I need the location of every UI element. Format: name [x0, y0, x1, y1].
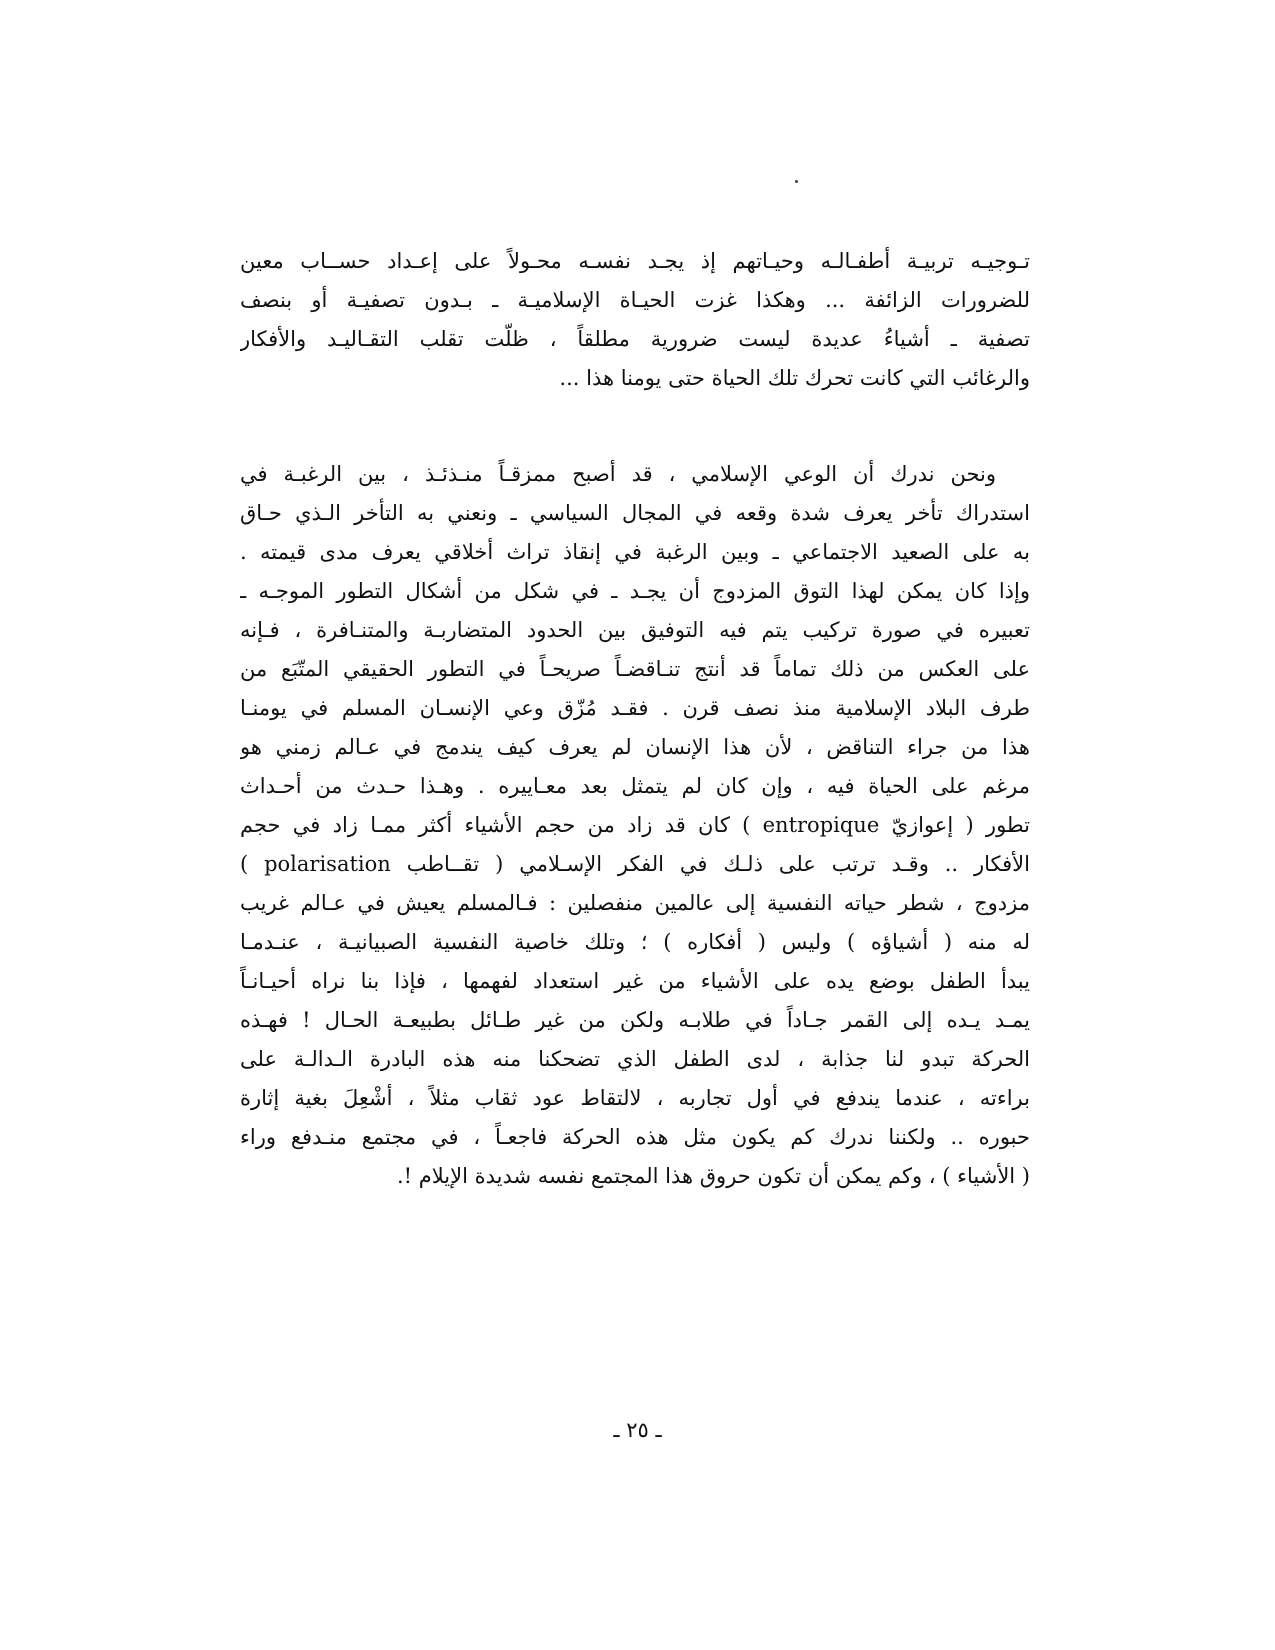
- text-line: به على الصعيد الاجتماعي ـ وبين الرغبة في إنقاذ تراث أخلاقي يعرف مدى قيمته .: [240, 540, 1030, 564]
- paragraph-2: [240, 455, 1030, 1196]
- paragraph-1: [240, 242, 1030, 398]
- text-line: ونحن ندرك أن الوعي الإسلامي ، قد أصبح ممزقـاً منـذئـذ ، بين الرغبـة في: [240, 462, 996, 486]
- text-line: تصفية ـ أشياءُ عديدة ليست ضرورية مطلقاً ، ظلّت تقلب التقـاليـد والأفكار: [240, 327, 1030, 351]
- text-line: تطور ( إعوازيّ entropique ) كان قد زاد من حجم الأشياء أكثر ممـا زاد في حجم: [240, 813, 1030, 837]
- text-line: والرغائب التي كانت تحرك تلك الحياة حتى يومنا هذا ...: [559, 366, 1030, 390]
- text-line: تعبيره في صورة تركيب يتم فيه التوفيق بين الحدود المتضاربـة والمتنـافرة ، فـإنه: [240, 618, 1030, 642]
- text-line: هذا من جراء التناقض ، لأن هذا الإنسان لم يعرف كيف يندمج في عـالم زمني هو: [240, 735, 1030, 759]
- text-line: الأفكار .. وقـد ترتب على ذلـك في الفكر الإسـلامي ( تقــاطب polarisation ): [240, 852, 1030, 876]
- text-line: طرف البلاد الإسلامية منذ نصف قرن . فقـد مُزّق وعي الإنسـان المسلم في يومنـا: [240, 696, 1030, 720]
- text-line: وإذا كان يمكن لهذا التوق المزدوج أن يجـد ـ في شكل من أشكال التطور الموجـه ـ: [240, 579, 1030, 603]
- text-line: مرغم على الحياة فيه ، وإن كان لم يتمثل بعد معـاييره . وهـذا حـدث من أحـداث: [240, 774, 1030, 798]
- scan-speck: [795, 180, 798, 183]
- text-line: يمـد يـده إلى القمر جـاداً في طلابـه ولكن من غير طـائل بطبيعـة الحـال ! فهـذه: [240, 1008, 1030, 1032]
- text-line: للضرورات الزائفة ... وهكذا غزت الحيـاة الإسلاميـة ـ بـدون تصفيـة أو بنصف: [240, 288, 1030, 312]
- page-number: ـ ٢٥ ـ: [613, 1418, 662, 1442]
- text-line: استدراك تأخر يعرف شدة وقعه في المجال السياسي ـ ونعني به التأخر الـذي حـاق: [240, 501, 1030, 525]
- text-line: تـوجيـه تربيـة أطفـالـه وحيـاتهم إذ يجـد نفسـه محـولاً على إعـداد حســاب معين: [240, 249, 1030, 273]
- text-line: يبدأ الطفل بوضع يده على الأشياء من غير استعداد لفهمها ، فإذا بنا نراه أحيـانـاً: [240, 969, 1030, 993]
- text-line: على العكس من ذلك تماماً قد أنتج تنـاقضـاً صريحـاً في التطور الحقيقي المتّبَع من: [240, 657, 1030, 681]
- text-line: براءته ، عندما يندفع في أول تجاربه ، لالتقاط عود ثقاب مثلاً ، أشْعِلَ بغية إثارة: [240, 1086, 1030, 1110]
- text-line: له منه ( أشياؤه ) وليس ( أفكاره ) ؛ وتلك خاصية النفسية الصبيانيـة ، عنـدمـا: [240, 930, 1030, 954]
- text-line: مزدوج ، شطر حياته النفسية إلى عالمين منفصلين : فـالمسلم يعيش في عـالم غريب: [240, 891, 1030, 915]
- text-line: حبوره .. ولكننا ندرك كم يكون مثل هذه الحركة فاجعـاً ، في مجتمع منـدفع وراء: [240, 1125, 1030, 1149]
- text-line: الحركة تبدو لنا جذابة ، لدى الطفل الذي تضحكنا منه هذه البادرة الـدالـة على: [240, 1047, 1030, 1071]
- text-line: ( الأشياء ) ، وكم يمكن أن تكون حروق هذا المجتمع نفسه شديدة الإيلام !.: [396, 1164, 1030, 1188]
